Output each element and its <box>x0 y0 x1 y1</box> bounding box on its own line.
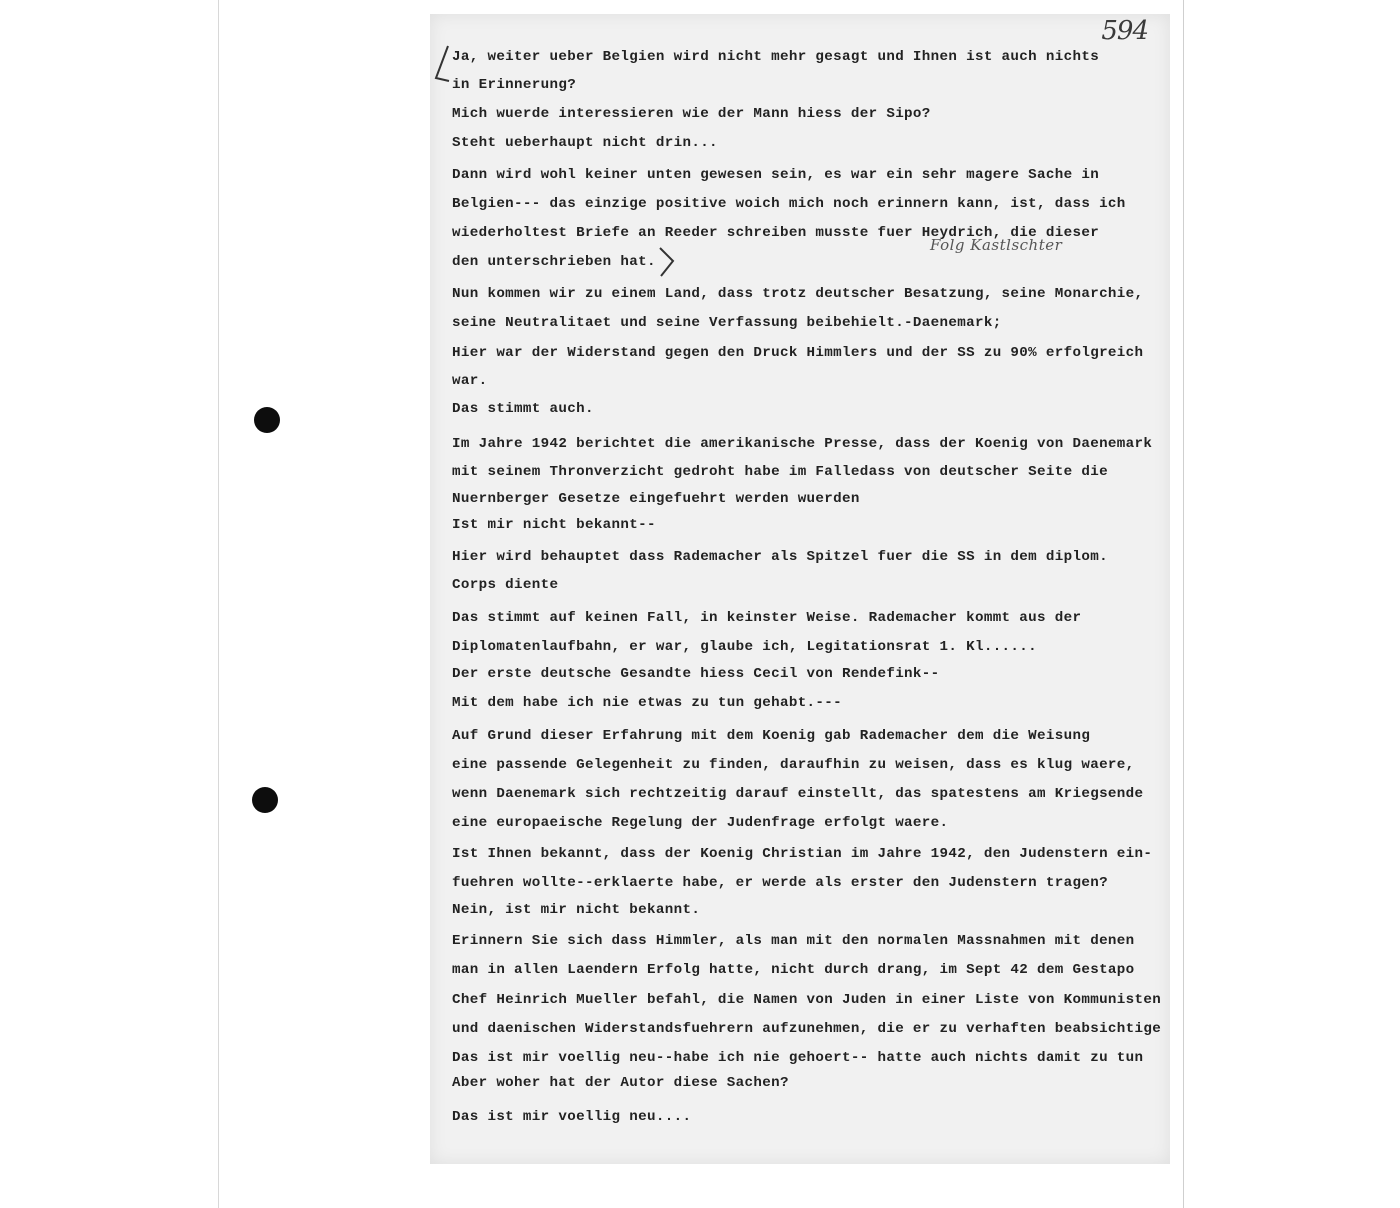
text-line: und daenischen Widerstandsfuehrern aufzunehmen, die er zu verhaften beabsichtige <box>452 1021 1162 1037</box>
text-line: Chef Heinrich Mueller befahl, die Namen von Juden in einer Liste von Kommunisten <box>452 992 1162 1008</box>
typewritten-page <box>430 14 1170 1164</box>
text-line: fuehren wollte--erklaerte habe, er werde als erster den Judenstern tragen? <box>452 875 1108 891</box>
text-line: Das ist mir voellig neu--habe ich nie gehoert-- hatte auch nichts damit zu tun <box>452 1050 1144 1066</box>
text-line: wiederholtest Briefe an Reeder schreiben musste fuer Heydrich, die dieser <box>452 225 1100 241</box>
page-number: 594 <box>1101 16 1148 46</box>
text-line: eine europaeische Regelung der Judenfrage erfolgt waere. <box>452 815 949 831</box>
text-line: Auf Grund dieser Erfahrung mit dem Koenig gab Rademacher dem die Weisung <box>452 728 1091 744</box>
text-line: Hier wird behauptet dass Rademacher als Spitzel fuer die SS in dem diplom. <box>452 549 1108 565</box>
text-line: Im Jahre 1942 berichtet die amerikanische Presse, dass der Koenig von Daenemark <box>452 436 1153 452</box>
text-line: Belgien--- das einzige positive woich mich noch erinnern kann, ist, dass ich <box>452 196 1126 212</box>
text-line: Ja, weiter ueber Belgien wird nicht mehr gesagt und Ihnen ist auch nichts <box>452 49 1100 65</box>
text-line: Erinnern Sie sich dass Himmler, als man mit den normalen Massnahmen mit denen <box>452 933 1135 949</box>
punch-hole <box>252 787 278 813</box>
text-line: Nun kommen wir zu einem Land, dass trotz deutscher Besatzung, seine Monarchie, <box>452 286 1144 302</box>
text-line: Das ist mir voellig neu.... <box>452 1109 692 1125</box>
text-line: Das stimmt auf keinen Fall, in keinster Weise. Rademacher kommt aus der <box>452 610 1082 626</box>
text-line: Mich wuerde interessieren wie der Mann hiess der Sipo? <box>452 106 931 122</box>
bracket-open-mark <box>432 44 450 84</box>
text-line: Der erste deutsche Gesandte hiess Cecil von Rendefink-- <box>452 666 940 682</box>
text-line: in Erinnerung? <box>452 77 577 93</box>
text-line: man in allen Laendern Erfolg hatte, nicht durch drang, im Sept 42 dem Gestapo <box>452 962 1135 978</box>
handwritten-note: Folg Kastlschter <box>930 236 1063 254</box>
text-line: Diplomatenlaufbahn, er war, glaube ich, Legitationsrat 1. Kl...... <box>452 639 1038 655</box>
text-line: Mit dem habe ich nie etwas zu tun gehabt.--- <box>452 695 843 711</box>
punch-hole <box>254 407 280 433</box>
text-line: mit seinem Thronverzicht gedroht habe im Falledass von deutscher Seite die <box>452 464 1108 480</box>
text-line: war. <box>452 373 488 389</box>
text-line: Hier war der Widerstand gegen den Druck Himmlers und der SS zu 90% erfolgreich <box>452 345 1144 361</box>
text-line: Nuernberger Gesetze eingefuehrt werden wuerden <box>452 491 860 507</box>
text-line: Ist mir nicht bekannt-- <box>452 517 656 533</box>
text-line: Steht ueberhaupt nicht drin... <box>452 135 718 151</box>
text-line: eine passende Gelegenheit zu finden, daraufhin zu weisen, dass es klug waere, <box>452 757 1135 773</box>
text-line: Das stimmt auch. <box>452 401 594 417</box>
text-line: wenn Daenemark sich rechtzeitig darauf einstellt, das spatestens am Kriegsende <box>452 786 1144 802</box>
text-line: Ist Ihnen bekannt, dass der Koenig Christian im Jahre 1942, den Judenstern ein- <box>452 846 1153 862</box>
text-line: Nein, ist mir nicht bekannt. <box>452 902 701 918</box>
bracket-close-mark <box>658 246 676 278</box>
text-line: Dann wird wohl keiner unten gewesen sein, es war ein sehr magere Sache in <box>452 167 1100 183</box>
text-line: seine Neutralitaet und seine Verfassung beibehielt.-Daenemark; <box>452 315 1002 331</box>
text-line: Corps diente <box>452 577 559 593</box>
text-line: Aber woher hat der Autor diese Sachen? <box>452 1075 789 1091</box>
text-line: den unterschrieben hat. <box>452 254 656 270</box>
